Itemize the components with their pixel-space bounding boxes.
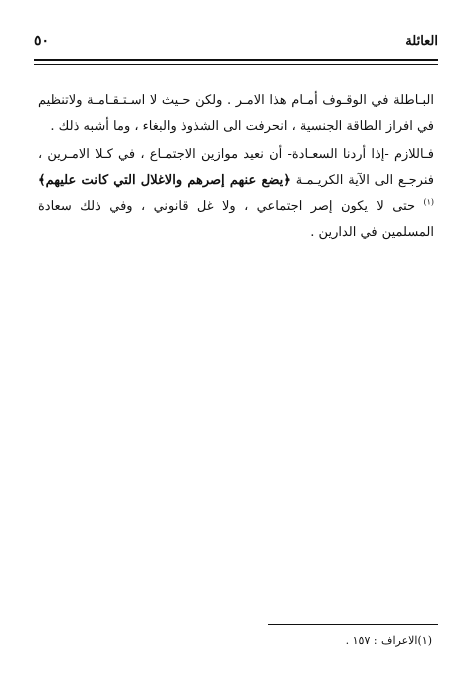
paragraph-1: البـاطلة في الوقـوف أمـام هذا الامـر . ولكن حـيث لا اسـتـقـامـة ولاتنظيم في افراز الطاقة الجنسية ، انحرفت الى الشذوذ والبغاء ، وما أشبه ذلك . <box>38 93 434 134</box>
paragraph-2-conclusion: حتى لا يكون إصر اجتماعي ، ولا غل قانوني ، وفي ذلك سعادة المسلمين في الدارين . <box>38 199 434 240</box>
page-header <box>34 34 438 56</box>
running-title: العائلة <box>405 34 438 49</box>
footnote-reference: (١) <box>423 197 434 207</box>
footnote: (١)الاعراف : ١٥٧ . <box>345 634 432 647</box>
header-rule-thin <box>34 64 438 65</box>
footnote-separator <box>268 624 438 625</box>
paragraph-2-intro: فـاللازم -إذا أردنا السعـادة- أن نعيد موازين الاجتمـاع ، في كـلا الامـرين ، فنرجـع الى الآية الكريـمـة <box>38 147 434 188</box>
body-text <box>38 88 434 248</box>
header-rule-thick <box>34 59 438 61</box>
quranic-verse: ﴿يضع عنهم إصرهم والاغلال التي كانت عليهم﴾ <box>38 173 291 188</box>
paragraph-2 <box>38 142 434 246</box>
page-number: ٥٠ <box>34 33 50 49</box>
